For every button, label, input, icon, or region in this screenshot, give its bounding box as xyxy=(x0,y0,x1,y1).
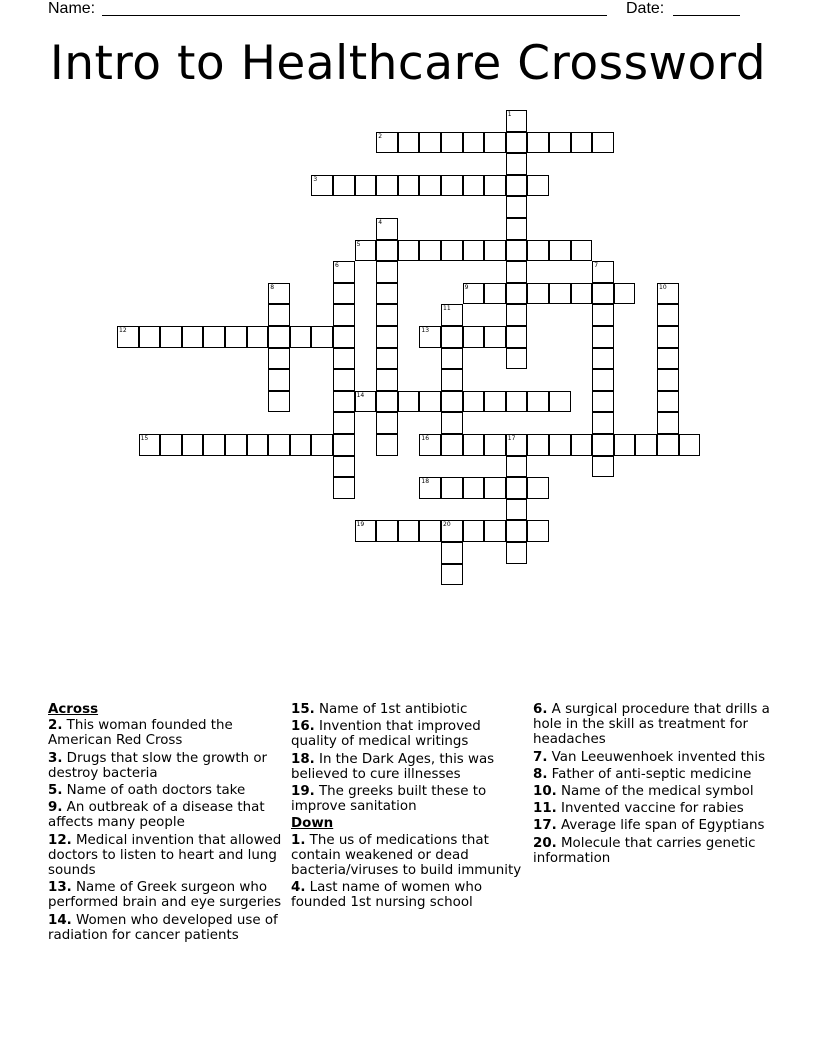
down-heading: Down xyxy=(291,816,334,832)
grid-cell[interactable] xyxy=(549,391,571,413)
clue-item xyxy=(291,880,527,910)
grid-cell[interactable] xyxy=(203,326,225,348)
clue-text: Molecule that carries genetic information xyxy=(533,835,756,866)
grid-cell[interactable] xyxy=(463,391,485,413)
clue-text: Drugs that slow the growth or destroy bacteria xyxy=(48,750,268,781)
grid-cell[interactable] xyxy=(657,391,679,413)
clue-text: Women who developed use of radiation for cancer patients xyxy=(48,912,278,943)
grid-cell[interactable] xyxy=(376,348,398,370)
grid-cell[interactable] xyxy=(333,348,355,370)
grid-cell[interactable] xyxy=(657,369,679,391)
down-clue-list-continued xyxy=(533,702,773,866)
grid-cell[interactable] xyxy=(506,326,528,348)
grid-cell[interactable] xyxy=(527,283,549,305)
clue-item xyxy=(533,818,773,833)
grid-cell[interactable] xyxy=(441,240,463,262)
grid-cell[interactable] xyxy=(419,132,441,154)
clue-number: 2. xyxy=(48,718,63,734)
grid-cell[interactable] xyxy=(376,520,398,542)
clue-number: 8 xyxy=(270,283,275,291)
down-clue-list xyxy=(291,833,527,911)
grid-cell[interactable] xyxy=(311,175,333,197)
grid-cell[interactable] xyxy=(506,434,528,456)
clue-text: Name of oath doctors take xyxy=(62,783,246,799)
grid-cell[interactable] xyxy=(376,434,398,456)
clue-number: 16. xyxy=(291,719,315,735)
clue-number: 15 xyxy=(140,435,149,442)
grid-cell[interactable] xyxy=(506,304,528,326)
clue-text: Name of 1st antibiotic xyxy=(314,702,468,717)
clue-number: 17 xyxy=(507,435,516,442)
grid-cell[interactable] xyxy=(614,283,636,305)
grid-cell[interactable] xyxy=(463,283,485,305)
grid-cell[interactable] xyxy=(506,283,528,305)
clue-text: Van Leeuwenhoek invented this xyxy=(547,749,766,765)
grid-cell[interactable] xyxy=(333,326,355,348)
clue-item xyxy=(48,718,284,748)
clue-item xyxy=(48,833,284,879)
grid-cell[interactable] xyxy=(463,477,485,499)
grid-cell[interactable] xyxy=(419,434,441,456)
clue-text: Invented vaccine for rabies xyxy=(556,801,744,817)
clue-number: 7. xyxy=(533,749,548,765)
grid-cell[interactable] xyxy=(247,326,269,348)
grid-cell[interactable] xyxy=(376,412,398,434)
grid-cell[interactable] xyxy=(376,326,398,348)
grid-cell[interactable] xyxy=(441,520,463,542)
clue-text: This woman founded the American Red Cross xyxy=(48,718,233,749)
clues-column-3 xyxy=(533,702,773,868)
grid-cell[interactable] xyxy=(549,240,571,262)
page-title: Intro to Healthcare Crossword xyxy=(49,36,767,91)
clue-number: 6. xyxy=(533,702,548,717)
clue-number: 4 xyxy=(378,219,383,226)
grid-cell[interactable] xyxy=(506,520,528,542)
grid-cell[interactable] xyxy=(484,132,506,154)
clue-number: 9 xyxy=(464,283,469,291)
clue-number: 1. xyxy=(291,832,306,848)
grid-cell[interactable] xyxy=(376,283,398,305)
clue-number: 20 xyxy=(443,521,451,529)
date-label: Date: xyxy=(626,0,665,17)
clue-text: Average life span of Egyptians xyxy=(556,818,765,834)
grid-cell[interactable] xyxy=(484,477,506,499)
grid-cell[interactable] xyxy=(268,391,290,413)
clue-item xyxy=(48,751,284,781)
grid-cell[interactable] xyxy=(463,240,485,262)
grid-cell[interactable] xyxy=(506,175,528,197)
grid-cell[interactable] xyxy=(506,153,528,175)
grid-cell[interactable] xyxy=(268,304,290,326)
grid-cell[interactable] xyxy=(139,434,161,456)
grid-cell[interactable] xyxy=(268,434,290,456)
grid-cell[interactable] xyxy=(527,520,549,542)
grid-cell[interactable] xyxy=(463,326,485,348)
grid-cell[interactable] xyxy=(614,434,636,456)
grid-cell[interactable] xyxy=(441,369,463,391)
grid-cell[interactable] xyxy=(635,434,657,456)
grid-cell[interactable] xyxy=(441,326,463,348)
grid-cell[interactable] xyxy=(419,520,441,542)
grid-cell[interactable] xyxy=(506,132,528,154)
clue-number: 8. xyxy=(533,766,548,782)
grid-cell[interactable] xyxy=(398,520,420,542)
grid-cell[interactable] xyxy=(549,132,571,154)
grid-cell[interactable] xyxy=(333,369,355,391)
grid-cell[interactable] xyxy=(311,326,333,348)
across-clue-list xyxy=(48,718,284,943)
grid-cell[interactable] xyxy=(441,132,463,154)
grid-cell[interactable] xyxy=(333,304,355,326)
grid-cell[interactable] xyxy=(398,240,420,262)
grid-cell[interactable] xyxy=(592,369,614,391)
clue-number: 10. xyxy=(533,784,557,800)
clue-number: 20. xyxy=(533,835,557,851)
clue-number: 18 xyxy=(421,478,430,486)
clue-item xyxy=(533,750,773,765)
grid-cell[interactable] xyxy=(527,391,549,413)
grid-cell[interactable] xyxy=(592,434,614,456)
clue-text: Name of the medical symbol xyxy=(556,784,754,800)
grid-cell[interactable] xyxy=(398,132,420,154)
grid-cell[interactable] xyxy=(441,175,463,197)
grid-cell[interactable] xyxy=(571,240,593,262)
clue-number: 18. xyxy=(291,751,315,767)
clue-number: 9. xyxy=(48,800,63,816)
grid-cell[interactable] xyxy=(333,477,355,499)
clue-text: Name of Greek surgeon who performed brain and eye surgeries xyxy=(48,880,282,911)
grid-cell[interactable] xyxy=(419,326,441,348)
grid-cell[interactable] xyxy=(527,132,549,154)
grid-cell[interactable] xyxy=(527,175,549,197)
grid-cell[interactable] xyxy=(506,240,528,262)
clue-number: 7 xyxy=(594,262,599,270)
grid-cell[interactable] xyxy=(441,391,463,413)
grid-cell[interactable] xyxy=(333,283,355,305)
clue-item xyxy=(48,913,284,943)
clue-number: 6 xyxy=(335,262,339,270)
grid-cell[interactable] xyxy=(290,434,312,456)
grid-cell[interactable] xyxy=(506,477,528,499)
grid-cell[interactable] xyxy=(398,391,420,413)
clue-text: A surgical procedure that drills a hole in the skill as treatment for headaches xyxy=(533,702,770,748)
clue-number: 3 xyxy=(313,175,318,183)
grid-cell[interactable] xyxy=(268,326,290,348)
grid-cell[interactable] xyxy=(484,520,506,542)
grid-cell[interactable] xyxy=(549,283,571,305)
grid-cell[interactable] xyxy=(182,326,204,348)
clue-item xyxy=(48,800,284,830)
grid-cell[interactable] xyxy=(484,240,506,262)
clue-number: 3. xyxy=(48,750,63,766)
grid-cell[interactable] xyxy=(333,261,355,283)
grid-cell[interactable] xyxy=(506,456,528,478)
grid-cell[interactable] xyxy=(376,240,398,262)
grid-cell[interactable] xyxy=(441,434,463,456)
grid-cell[interactable] xyxy=(160,434,182,456)
clue-text: Last name of women who founded 1st nursing school xyxy=(291,880,483,911)
grid-cell[interactable] xyxy=(592,326,614,348)
clue-number: 19 xyxy=(356,521,365,529)
clue-item xyxy=(533,702,773,748)
clues-column-1 xyxy=(48,702,284,945)
grid-cell[interactable] xyxy=(484,283,506,305)
clue-number: 12 xyxy=(119,327,127,334)
grid-cell[interactable] xyxy=(592,391,614,413)
grid-cell[interactable] xyxy=(592,412,614,434)
clue-number: 13 xyxy=(421,327,430,334)
grid-cell[interactable] xyxy=(506,348,528,370)
grid-cell[interactable] xyxy=(571,132,593,154)
clue-number: 11 xyxy=(443,305,451,313)
grid-cell[interactable] xyxy=(484,434,506,456)
grid-cell[interactable] xyxy=(441,304,463,326)
grid-cell[interactable] xyxy=(463,132,485,154)
grid-cell[interactable] xyxy=(333,412,355,434)
grid-cell[interactable] xyxy=(441,348,463,370)
grid-cell[interactable] xyxy=(376,218,398,240)
grid-cell[interactable] xyxy=(657,326,679,348)
clue-item xyxy=(533,801,773,816)
clue-text: Medical invention that allowed doctors to listen to heart and lung sounds xyxy=(48,832,282,879)
grid-cell[interactable] xyxy=(592,456,614,478)
clue-number: 10 xyxy=(659,283,667,291)
grid-cell[interactable] xyxy=(484,391,506,413)
grid-cell[interactable] xyxy=(463,520,485,542)
clue-number: 16 xyxy=(421,435,430,442)
grid-cell[interactable] xyxy=(506,261,528,283)
grid-cell[interactable] xyxy=(484,326,506,348)
clue-text: An outbreak of a disease that affects many people xyxy=(48,800,265,831)
clue-number: 11. xyxy=(533,801,557,817)
grid-cell[interactable] xyxy=(203,434,225,456)
clue-item xyxy=(291,833,527,879)
grid-cell[interactable] xyxy=(657,434,679,456)
clue-item xyxy=(533,836,773,866)
clue-item xyxy=(291,784,527,814)
grid-cell[interactable] xyxy=(376,175,398,197)
grid-cell[interactable] xyxy=(398,175,420,197)
grid-cell[interactable] xyxy=(506,218,528,240)
grid-cell[interactable] xyxy=(376,391,398,413)
grid-cell[interactable] xyxy=(549,434,571,456)
grid-cell[interactable] xyxy=(592,261,614,283)
grid-cell[interactable] xyxy=(592,132,614,154)
clue-number: 14 xyxy=(356,391,365,399)
name-label: Name: xyxy=(48,0,96,17)
grid-cell[interactable] xyxy=(419,240,441,262)
grid-cell[interactable] xyxy=(419,175,441,197)
grid-cell[interactable] xyxy=(527,240,549,262)
grid-cell[interactable] xyxy=(160,326,182,348)
grid-cell[interactable] xyxy=(355,520,377,542)
grid-cell[interactable] xyxy=(441,542,463,564)
grid-cell[interactable] xyxy=(311,434,333,456)
clue-item xyxy=(291,719,527,749)
grid-cell[interactable] xyxy=(333,175,355,197)
grid-cell[interactable] xyxy=(355,175,377,197)
grid-cell[interactable] xyxy=(182,434,204,456)
clue-item xyxy=(291,752,527,782)
grid-cell[interactable] xyxy=(117,326,139,348)
clue-item xyxy=(533,767,773,782)
grid-cell[interactable] xyxy=(333,434,355,456)
grid-cell[interactable] xyxy=(571,283,593,305)
clue-text: Invention that improved quality of medical writings xyxy=(291,719,481,750)
clue-number: 19. xyxy=(291,784,315,800)
grid-cell[interactable] xyxy=(506,196,528,218)
grid-cell[interactable] xyxy=(225,326,247,348)
grid-cell[interactable] xyxy=(657,304,679,326)
grid-cell[interactable] xyxy=(268,283,290,305)
grid-cell[interactable] xyxy=(527,434,549,456)
grid-cell[interactable] xyxy=(592,283,614,305)
grid-cell[interactable] xyxy=(333,456,355,478)
clue-text: Father of anti-septic medicine xyxy=(547,766,752,782)
grid-cell[interactable] xyxy=(419,391,441,413)
grid-cell[interactable] xyxy=(592,304,614,326)
grid-cell[interactable] xyxy=(463,175,485,197)
grid-cell[interactable] xyxy=(484,175,506,197)
clue-number: 2 xyxy=(378,132,383,140)
clue-item xyxy=(48,783,284,798)
grid-cell[interactable] xyxy=(657,412,679,434)
grid-cell[interactable] xyxy=(376,369,398,391)
clue-number: 15. xyxy=(291,702,315,717)
grid-cell[interactable] xyxy=(225,434,247,456)
grid-cell[interactable] xyxy=(506,542,528,564)
grid-cell[interactable] xyxy=(376,261,398,283)
grid-cell[interactable] xyxy=(679,434,701,456)
grid-cell[interactable] xyxy=(592,348,614,370)
clue-item xyxy=(48,880,284,910)
across-heading: Across xyxy=(48,702,99,717)
grid-cell[interactable] xyxy=(268,369,290,391)
clue-number: 17. xyxy=(533,818,557,834)
clue-item xyxy=(291,702,527,717)
grid-cell[interactable] xyxy=(419,477,441,499)
clue-text: The us of medications that contain weakened or dead bacteria/viruses to build immunity xyxy=(291,832,522,879)
clue-text: The greeks built these to improve sanitation xyxy=(291,784,487,815)
grid-cell[interactable] xyxy=(247,434,269,456)
grid-cell[interactable] xyxy=(506,499,528,521)
clue-number: 1 xyxy=(507,111,512,118)
grid-cell[interactable] xyxy=(441,477,463,499)
clue-number: 12. xyxy=(48,832,72,848)
clue-item xyxy=(533,784,773,799)
grid-cell[interactable] xyxy=(355,240,377,262)
clues-column-2 xyxy=(291,702,527,913)
across-clue-list-continued xyxy=(291,702,527,814)
grid-cell[interactable] xyxy=(290,326,312,348)
grid-cell[interactable] xyxy=(355,391,377,413)
grid-cell[interactable] xyxy=(441,564,463,586)
clue-number: 5 xyxy=(356,240,361,248)
grid-cell[interactable] xyxy=(571,434,593,456)
grid-cell[interactable] xyxy=(657,283,679,305)
grid-cell[interactable] xyxy=(376,304,398,326)
clue-number: 4. xyxy=(291,880,306,896)
grid-cell[interactable] xyxy=(506,391,528,413)
grid-cell[interactable] xyxy=(333,391,355,413)
clue-number: 5. xyxy=(48,783,63,799)
clue-number: 14. xyxy=(48,912,72,928)
grid-cell[interactable] xyxy=(506,110,528,132)
grid-cell[interactable] xyxy=(376,132,398,154)
grid-cell[interactable] xyxy=(441,412,463,434)
clue-number: 13. xyxy=(48,880,72,896)
grid-cell[interactable] xyxy=(268,348,290,370)
grid-cell[interactable] xyxy=(139,326,161,348)
grid-cell[interactable] xyxy=(657,348,679,370)
grid-cell[interactable] xyxy=(463,434,485,456)
grid-cell[interactable] xyxy=(527,477,549,499)
clue-text: In the Dark Ages, this was believed to cure illnesses xyxy=(291,751,495,782)
